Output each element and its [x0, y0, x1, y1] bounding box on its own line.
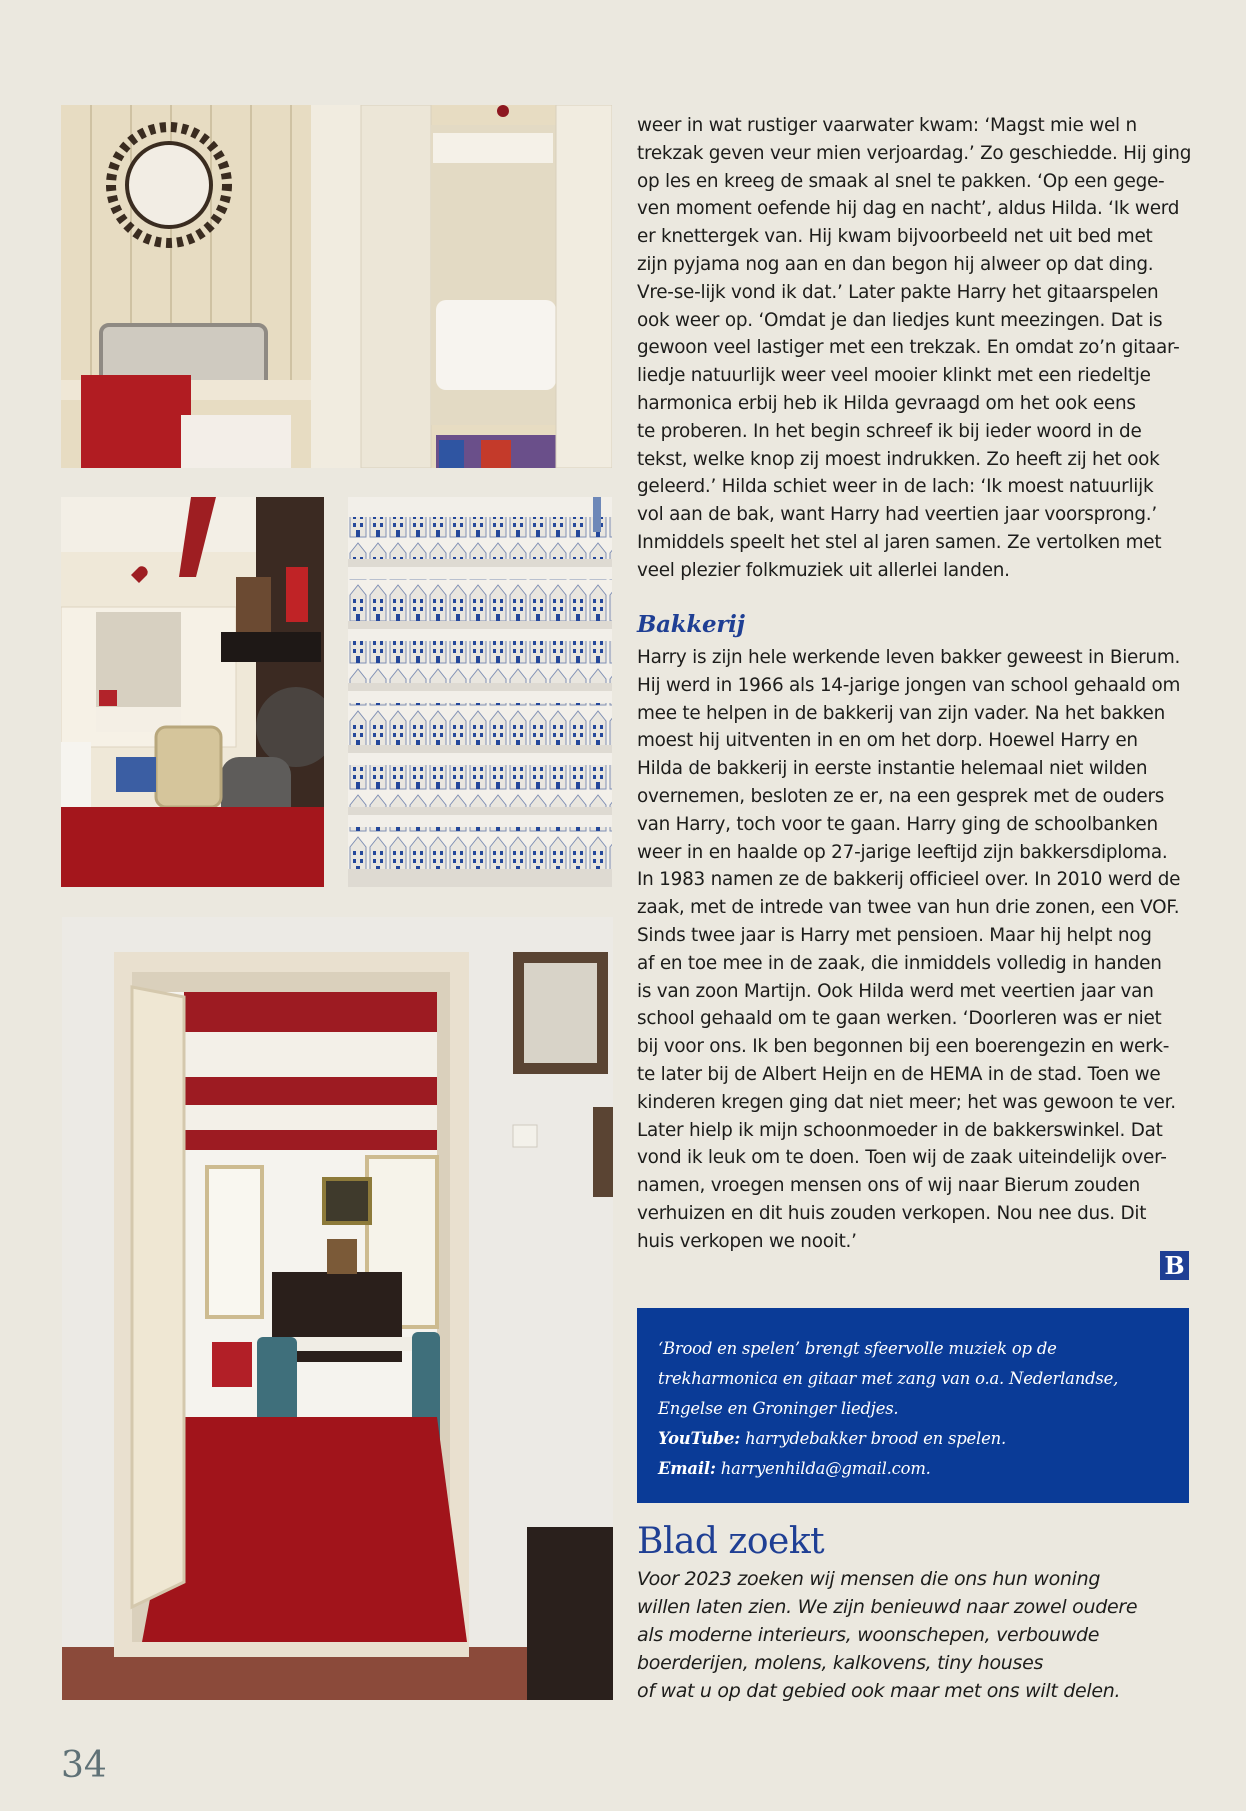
email-label: Email:	[658, 1459, 716, 1478]
text-line: kinderen kregen ging dat niet meer; het was gewoon te ver.	[637, 1091, 1176, 1113]
photo-bedstee-mirror	[61, 105, 612, 468]
text-line: ook weer op. ‘Omdat je dan liedjes kunt meezingen. Dat is	[637, 309, 1163, 331]
text-line: Sinds twee jaar is Harry met pensioen. Maar hij helpt nog	[637, 924, 1152, 946]
text-line: In 1983 namen ze de bakkerij officieel over. In 2010 werd de	[637, 869, 1181, 891]
text-line: gewoon veel lastiger met een trekzak. En omdat zo’n gitaar-	[637, 337, 1180, 359]
text-line: mee te helpen in de bakkerij van zijn vader. Na het bakken	[637, 702, 1165, 724]
text-line: is van zoon Martijn. Ook Hilda werd met veertien jaar van	[637, 980, 1154, 1002]
text-line: moest hij uitventen in en om het dorp. Hoewel Harry en	[637, 730, 1138, 752]
text-line: Harry is zijn hele werkende leven bakker geweest in Bierum.	[637, 647, 1181, 668]
blad-zoekt-title: Blad zoekt	[637, 1521, 825, 1562]
text-line: Later hielp ik mijn schoonmoeder in de bakkerswinkel. Dat	[637, 1119, 1163, 1141]
text-line: zaak, met de intrede van twee van hun drie zonen, een VOF.	[637, 897, 1180, 919]
text-line: Engelse en Groninger liedjes.	[658, 1399, 899, 1418]
bakkerij-body-text	[637, 644, 1189, 1256]
text-line: te later bij de Albert Heijn en de HEMA in de stad. Toen we	[637, 1063, 1161, 1085]
text-line: vond ik leuk om te doen. Toen wij de zaak uiteindelijk over-	[637, 1147, 1167, 1169]
text-line: willen laten zien. We zijn benieuwd naar zowel oudere	[637, 1596, 1138, 1618]
text-line: van Harry, toch voor te gaan. Harry ging de schoolbanken	[637, 813, 1158, 835]
text-line: er knettergek van. Hij kwam bijvoorbeeld net uit bed met	[637, 226, 1153, 248]
text-line: Hij werd in 1966 als 14-jarige jongen van school gehaald om	[637, 674, 1181, 696]
text-line: overnemen, besloten ze er, na een gesprek met de ouders	[637, 785, 1165, 807]
text-line: Inmiddels speelt het stel al jaren samen. Ze vertolken met	[637, 531, 1162, 553]
text-line: geleerd.’ Hilda schiet weer in de lach: ‘Ik moest natuurlijk	[637, 476, 1154, 498]
text-line: of wat u op dat gebied ook maar met ons wilt delen.	[637, 1680, 1121, 1702]
text-line: vol aan de bak, want Harry had veertien jaar voorsprong.’	[637, 504, 1157, 526]
text-line: zijn pyjama nog aan en dan begon hij alweer op dat ding.	[637, 253, 1154, 275]
text-line: ven moment oefende hij dag en nacht’, aldus Hilda. ‘Ik werd	[637, 198, 1180, 220]
info-box-email	[658, 1454, 1169, 1484]
youtube-value: harrydebakker brood en spelen.	[740, 1429, 1006, 1448]
text-line: weer in en haalde op 27-jarige leeftijd zijn bakkersdiploma.	[637, 841, 1168, 863]
text-line: Hilda de bakkerij in eerste instantie helemaal niet wilden	[637, 758, 1148, 780]
text-line: als moderne interieurs, woonschepen, verbouwde	[637, 1624, 1100, 1646]
text-line: liedje natuurlijk weer veel mooier klinkt met een riedeltje	[637, 365, 1151, 387]
text-line: school gehaald om te gaan werken. ‘Doorleren was er niet	[637, 1008, 1162, 1030]
text-line: boerderijen, molens, kalkovens, tiny houses	[637, 1652, 1044, 1674]
text-line: tekst, welke knop zij moest indrukken. Zo heeft zij het ook	[637, 448, 1160, 470]
photo-room-stove	[61, 497, 324, 887]
info-box-youtube	[658, 1424, 1169, 1454]
text-line: veel plezier folkmuziek uit allerlei landen.	[637, 559, 1010, 581]
text-line: Voor 2023 zoeken wij mensen die ons hun woning	[637, 1568, 1101, 1590]
youtube-label: YouTube:	[658, 1429, 741, 1448]
photo-delft-houses	[348, 497, 612, 887]
text-line: trekzak geven veur mien verjoardag.’ Zo geschiedde. Hij ging	[637, 142, 1192, 164]
text-line: namen, vroegen mensen ons of wij naar Bierum zouden	[637, 1175, 1140, 1197]
text-line: trekharmonica en gitaar met zang van o.a. Nederlandse,	[658, 1369, 1119, 1388]
text-line: Vre-se-lijk vond ik dat.’ Later pakte Harry het gitaarspelen	[637, 281, 1159, 303]
info-box	[637, 1308, 1189, 1503]
text-line: te proberen. In het begin schreef ik bij ieder woord in de	[637, 420, 1142, 442]
text-line: op les en kreeg de smaak al snel te pakken. ‘Op een gege-	[637, 170, 1165, 192]
text-line: bij voor ons. Ik ben begonnen bij een boerengezin en werk-	[637, 1036, 1170, 1058]
text-line: weer in wat rustiger vaarwater kwam: ‘Magst mie wel n	[637, 115, 1137, 136]
text-line: harmonica erbij heb ik Hilda gevraagd om het ook eens	[637, 392, 1136, 414]
photo-doorway-dining-room	[62, 917, 613, 1700]
text-line: af en toe mee in de zaak, die inmiddels volledig in handen	[637, 952, 1162, 974]
page-number: 34	[61, 1745, 107, 1786]
section-heading-bakkerij: Bakkerij	[637, 611, 745, 638]
article-end-mark-icon: B	[1160, 1251, 1189, 1280]
text-line: huis verkopen we nooit.’	[637, 1230, 857, 1252]
blad-zoekt-body	[637, 1565, 1137, 1705]
article-intro-text	[637, 112, 1192, 585]
info-box-description	[658, 1334, 1169, 1424]
text-line: ‘Brood en spelen’ brengt sfeervolle muziek op de	[658, 1339, 1057, 1358]
email-value: harryenhilda@gmail.com.	[715, 1459, 931, 1478]
text-line: verhuizen en dit huis zouden verkopen. Nou nee dus. Dit	[637, 1202, 1147, 1224]
